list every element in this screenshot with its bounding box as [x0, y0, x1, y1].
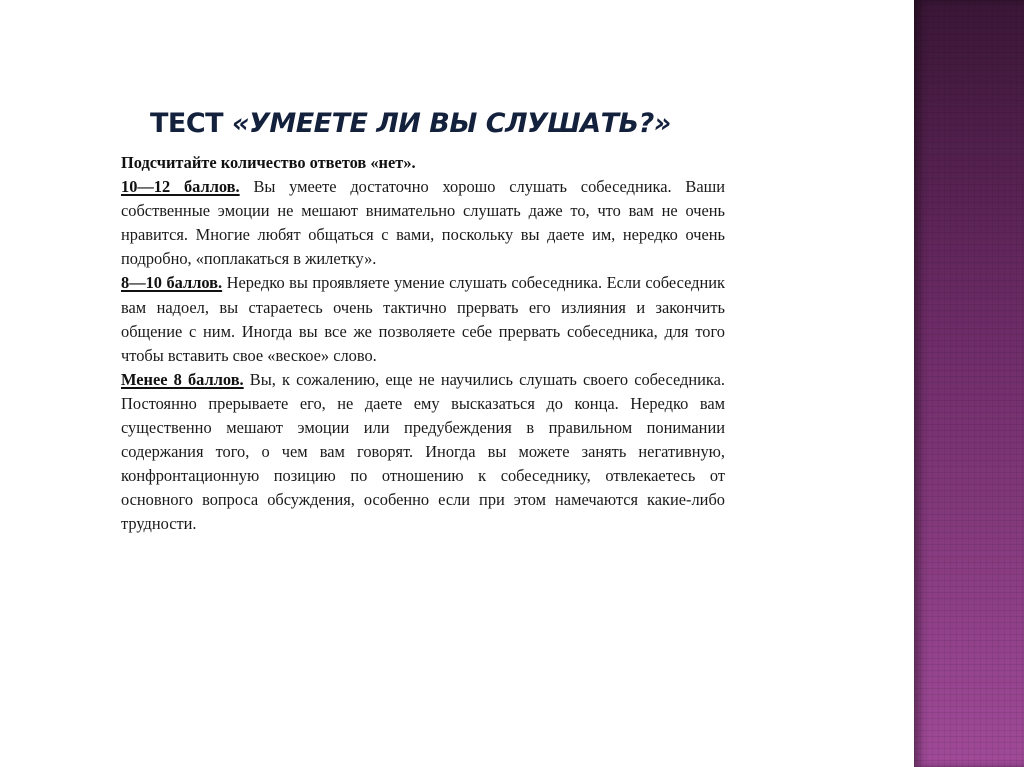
section-paragraph-3 [121, 368, 725, 537]
section-text: Вы, к сожалению, еще не научились слушать своего собеседника. Постоянно прерываете его, не даете ему высказаться до конца. Нередко вам существенно мешают эмоции или предубеждения в правильном понимании содержания того, о чем вам говорят. Иногда вы можете занять негативную, конфронтационную позицию по отношению к собеседнику, отвлекаетесь от основного вопроса обсуждения, особенно если при этом намечаются какие-либо трудности. [121, 369, 725, 534]
section-text: Вы умеете достаточно хорошо слушать собеседника. Ваши собственные эмоции не мешают внимательно слушать даже то, что вам не очень нравится. Многие любят общаться с вами, поскольку вы даете им, нередко очень подробно, «поплакаться в жилетку». [121, 177, 725, 269]
section-paragraph-1 [121, 175, 725, 271]
decorative-side-band [914, 0, 1024, 767]
intro-text: Подсчитайте количество ответов «нет». [121, 153, 416, 172]
section-paragraph-2 [121, 271, 725, 367]
intro-paragraph [121, 151, 725, 175]
slide-body [121, 151, 725, 537]
section-text: Нередко вы проявляете умение слушать собеседника. Если собеседник вам надоел, вы стараетесь очень тактично прервать его излияния и закончить общение с ним. Иногда вы все же позволяете себе прервать собеседника, для того чтобы вставить свое «веское» слово. [121, 273, 725, 365]
score-range-label: 8—10 баллов. [121, 273, 223, 293]
slide-title [150, 108, 671, 139]
title-quote: «УМЕЕТЕ ЛИ ВЫ СЛУШАТЬ?» [232, 108, 671, 139]
score-range-label: Менее 8 баллов. [121, 369, 244, 389]
title-prefix: ТЕСТ [150, 108, 232, 139]
score-range-label: 10—12 баллов. [121, 177, 240, 197]
